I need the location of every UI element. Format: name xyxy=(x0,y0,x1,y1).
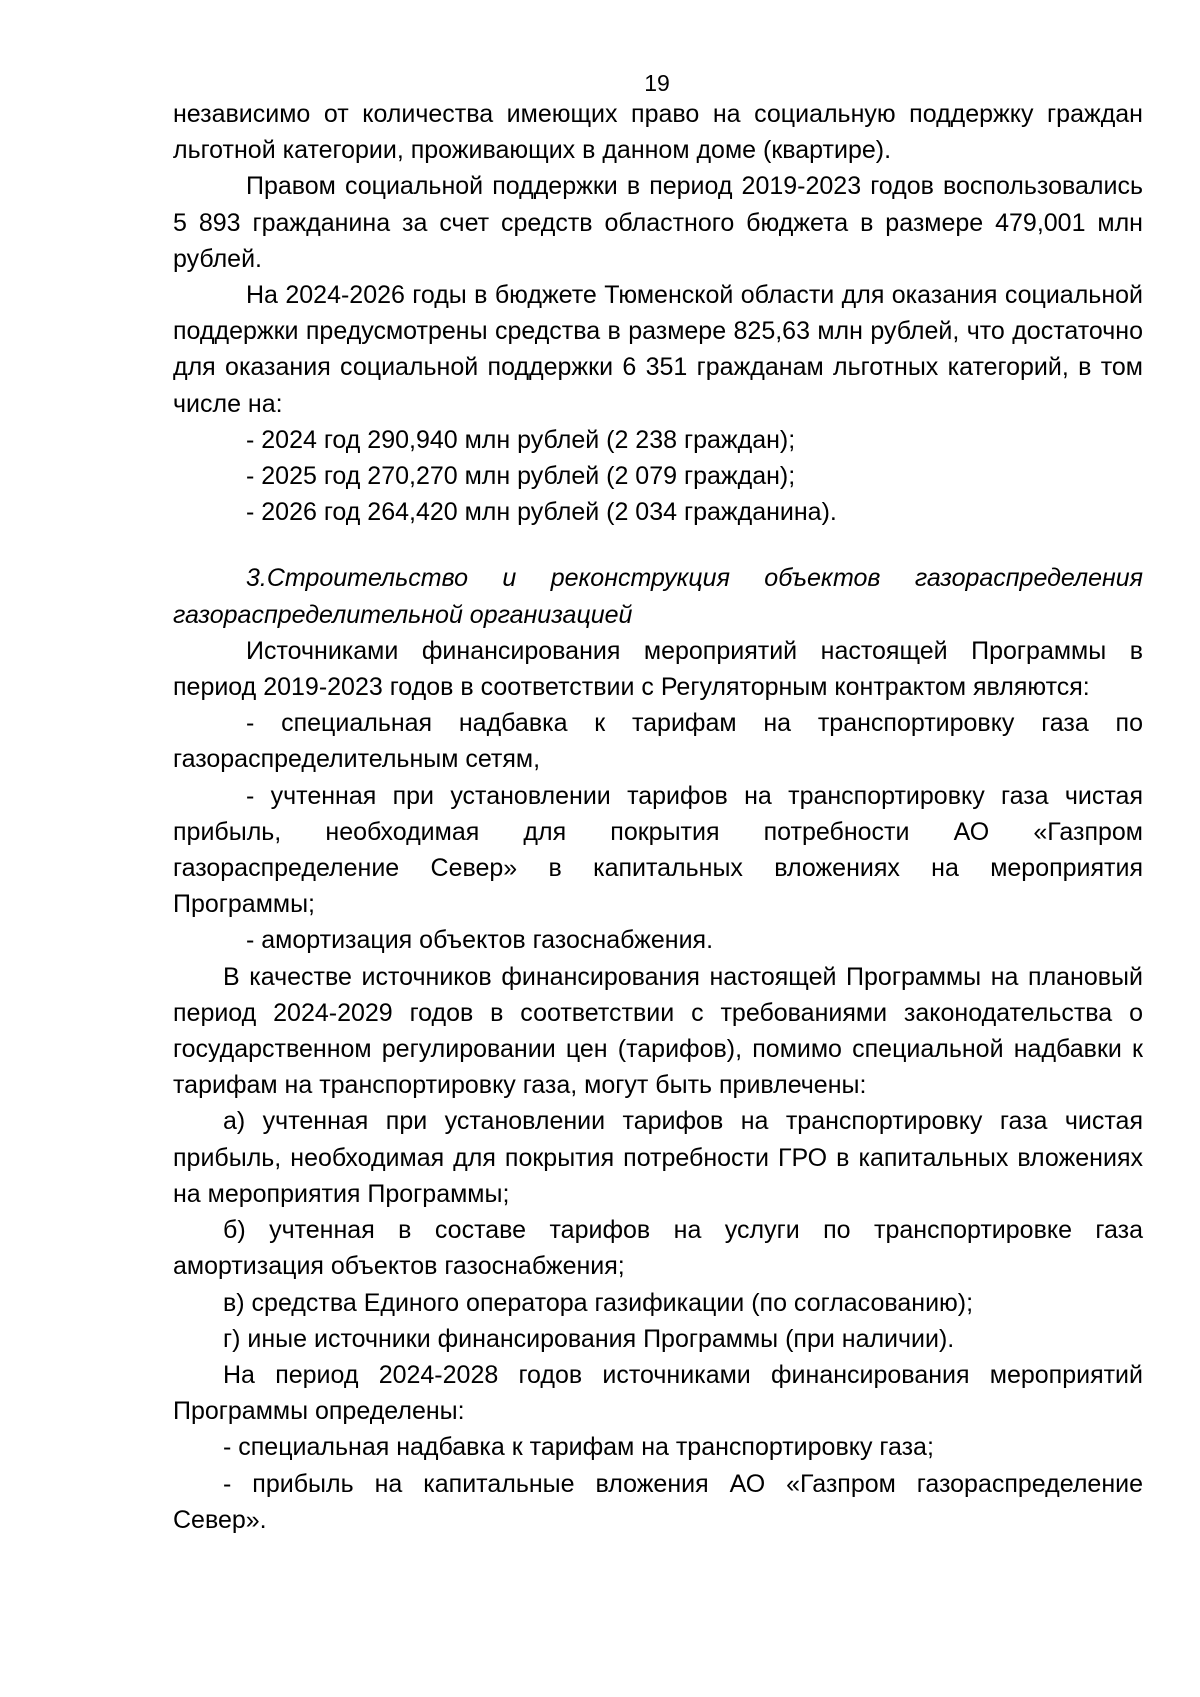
list-item-a: а) учтенная при установлении тарифов на транспортировку газа чистая прибыль, необходимая для покрытия потребности ГРО в капитальных вложениях на мероприятия Программы; xyxy=(173,1107,1143,1208)
list-item-surcharge: - специальная надбавка к тарифам на транспортировку газа; xyxy=(223,1433,934,1462)
paragraph-continuation: независимо от количества имеющих право на социальную поддержку граждан льготной категории, проживающих в данном доме (квартире). xyxy=(173,100,1143,165)
list-item-2026: - 2026 год 264,420 млн рублей (2 034 гражданина). xyxy=(246,498,837,527)
list-item-depreciation: - амортизация объектов газоснабжения. xyxy=(246,926,714,955)
paragraph-support-2019-2023: Правом социальной поддержки в период 2019-2023 годов воспользовались 5 893 гражданина за счет средств областного бюджета в размере 479,001 млн рублей. xyxy=(173,172,1143,273)
page-content xyxy=(173,96,1143,1538)
list-item-net-profit: - учтенная при установлении тарифов на транспортировку газа чистая прибыль, необходимая для покрытия потребности АО «Газпром газораспределение Север» в капитальных вложениях на мероприятия Программы; xyxy=(173,781,1143,919)
list-item-capital-profit: - прибыль на капитальные вложения АО «Газпром газораспределение Север». xyxy=(173,1469,1143,1534)
paragraph-2024-2028: На период 2024-2028 годов источниками финансирования мероприятий Программы определены: xyxy=(173,1360,1143,1426)
list-item-v: в) средства Единого оператора газификации (по согласованию); xyxy=(223,1288,974,1317)
list-item-b: б) учтенная в составе тарифов на услуги по транспортировке газа амортизация объектов газоснабжения; xyxy=(173,1216,1143,1281)
section-gap xyxy=(173,530,1143,560)
paragraph-funding-sources: Источниками финансирования мероприятий настоящей Программы в период 2019-2023 годов в соответствии с Регуляторным контрактом являются: xyxy=(173,636,1143,702)
page-number: 19 xyxy=(644,70,670,96)
list-item-g: г) иные источники финансирования Программы (при наличии). xyxy=(223,1324,955,1353)
list-item-special-surcharge: - специальная надбавка к тарифам на транспортировку газа по газораспределительным сетям, xyxy=(173,709,1143,774)
list-item-2025: - 2025 год 270,270 млн рублей (2 079 граждан); xyxy=(246,462,796,491)
section-heading: 3.Строительство и реконструкция объектов газораспределения газораспределительной организацией xyxy=(173,564,1143,629)
paragraph-budget-2024-2026: На 2024-2026 годы в бюджете Тюменской области для оказания социальной поддержки предусмотрены средства в размере 825,63 млн рублей, что достаточно для оказания социальной поддержки 6 351 гражданам льготных категорий, в том числе на: xyxy=(173,281,1143,418)
paragraph-planned-sources: В качестве источников финансирования настоящей Программы на плановый период 2024-2029 годов в соответствии с требованиями законодательства о государственном регулировании цен (тарифов), помимо специальной надбавки к тарифам на транспортировку газа, могут быть привлечены: xyxy=(173,962,1143,1100)
list-item-2024: - 2024 год 290,940 млн рублей (2 238 граждан); xyxy=(246,425,796,454)
